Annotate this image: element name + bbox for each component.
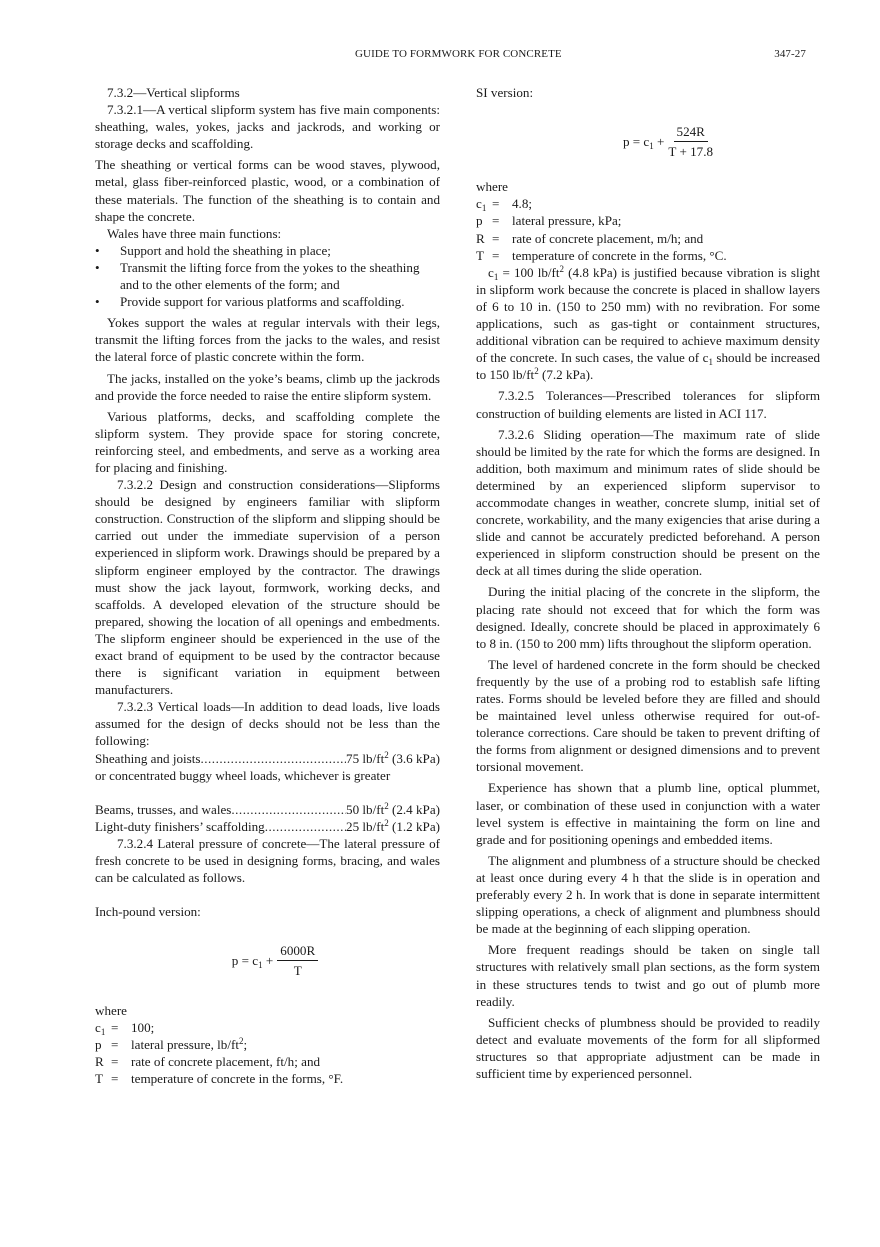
- load-buggy-note: or concentrated buggy wheel loads, whichever is greater: [95, 767, 391, 783]
- definition-row: p = lateral pressure, $lb/ft^2$;: [95, 1035, 248, 1052]
- load-beams-row: [95, 801, 440, 818]
- definition-row: T = temperature of concrete in the forms, °C.: [476, 247, 727, 263]
- paragraph-jacks: The jacks, installed on the yoke’s beams, climb up the jackrods and provide the force needed to raise the entire slipform system.: [95, 370, 440, 403]
- section-heading-7-3-2: 7.3.2—Vertical slipforms: [107, 85, 240, 100]
- paragraph-7-3-2-4: 7.3.2.4 Lateral pressure of concrete—The lateral pressure of fresh concrete to be used in designing forms, bracing, and wales can be calculated as follows.: [95, 835, 440, 886]
- load-value: 50 $lb/ft^2$ (2.4 kPa): [346, 800, 440, 817]
- dot-leader: [265, 818, 346, 835]
- load-label: Light-duty finishers’ scaffolding: [95, 818, 265, 834]
- bullet-item: [95, 259, 440, 293]
- load-label: Beams, trusses, and wales: [95, 801, 232, 817]
- running-header-title: GUIDE TO FORMWORK FOR CONCRETE: [355, 48, 562, 60]
- paragraph-initial-placing: During the initial placing of the concrete in the slipform, the placing rate should not exceed that for which the form was designed. Ideally, concrete should be placed in approximately 6 to 8 in. (150 to 200 mm) lifts throughout the slipform operation.: [476, 584, 820, 651]
- load-sheathing-row: [95, 750, 440, 767]
- fraction-numerator: 6000R: [277, 942, 318, 961]
- paragraph-alignment: The alignment and plumbness of a structure should be checked at least once during every 4 h that the slide is in operation and preferably every 2 h. In work that is done in separate intermittent slipping operations, a check of alignment and plumbness should be made at the beginning of each slipping operation.: [476, 852, 820, 937]
- dot-leader: [200, 750, 346, 767]
- dot-leader: [231, 801, 346, 818]
- formula-fraction: [668, 123, 713, 160]
- definition-row: R = rate of concrete placement, ft/h; and: [95, 1053, 321, 1069]
- fraction-denominator: T: [293, 963, 302, 979]
- where-label: where: [95, 1002, 127, 1018]
- definition-row: $c_1$ = 100;: [95, 1019, 155, 1037]
- left-column: [95, 84, 440, 1087]
- bullet-text: Support and hold the sheathing in place;: [120, 242, 331, 258]
- page-number: 347-27: [774, 48, 806, 60]
- bullet-text: Transmit the lifting force from the yokes to the sheathing and to the other elements of the form; and: [120, 259, 420, 293]
- load-value: 25 $lb/ft^2$ (1.2 kPa): [346, 817, 440, 834]
- paragraph-platforms: Various platforms, decks, and scaffolding complete the slipform system. They provide space for storing concrete, reinforcing steel, and embedments, and serve as a working area for placing and finishing.: [95, 408, 440, 475]
- bullet-text: Provide support for various platforms and scaffolding.: [120, 294, 405, 310]
- formula-inch-pound: [95, 942, 440, 979]
- paragraph-yokes: Yokes support the wales at regular intervals with their legs, transmit the lifting forces from the jacks to the wales, and resist the lateral force of plastic concrete within the form.: [95, 315, 440, 365]
- right-column: [476, 84, 820, 1082]
- where-label: where: [476, 179, 508, 195]
- paragraph-sheathing: The sheathing or vertical forms can be wood staves, plywood, metal, glass fiber-reinforced plastic, wood, or a combination of these materials. The function of the sheathing is to contain and shape the concrete.: [95, 157, 440, 224]
- definition-row: T = temperature of concrete in the forms, °F.: [95, 1070, 344, 1086]
- paragraph-7-3-2-5: 7.3.2.5 Tolerances—Prescribed tolerances for slipform construction of building elements are listed in ACI 117.: [476, 388, 820, 421]
- paragraph-7-3-2-3: 7.3.2.3 Vertical loads—In addition to dead loads, live loads assumed for the design of decks should not be less than the following:: [95, 699, 440, 749]
- load-light-duty-row: [95, 818, 440, 835]
- paragraph-sufficient-checks: Sufficient checks of plumbness should be provided to readily detect and evaluate movements of the form for all slipformed structures so that appropriate adjustment can be made in sufficient time by experienced personnel.: [476, 1014, 820, 1081]
- paragraph-frequent-readings: More frequent readings should be taken on single tall structures with relatively small plan sections, as the form system in these structures tends to twist and go out of plumb more readily.: [476, 942, 820, 1009]
- load-value: 75 $lb/ft^2$ (3.6 kPa): [346, 749, 440, 766]
- load-label: Sheathing and joists: [95, 750, 201, 766]
- paragraph-c1-justification: $c_1 = 100$ $lb/ft^2$ (4.8 kPa) is justified because vibration is slight in slipform work because the concrete is placed in shallow layers of 6 to 10 in. (150 to 250 mm) with no revibration. For some applications, such as gas-tight or containment structures, additional vibration can be required to achieve maximum density of the concrete. In such cases, the value of $c_1$ should be increased to 150 $lb/ft^2$ (7.2 kPa).: [476, 263, 820, 383]
- fraction-numerator: 524R: [674, 123, 708, 142]
- bullet-mark: •: [95, 259, 100, 275]
- definition-row: $c_1$ = 4.8;: [476, 196, 533, 214]
- definition-row: p = lateral pressure, kPa;: [476, 213, 622, 229]
- bullet-mark: •: [95, 242, 100, 258]
- bullet-item: [95, 293, 440, 310]
- paragraph-7-3-2-1: 7.3.2.1—A vertical slipform system has five main components: sheathing, wales, yokes, jacks and jackrods, and working or storage decks and scaffolding.: [95, 102, 440, 152]
- variable-definitions: [476, 195, 820, 263]
- bullet-item: [95, 242, 440, 259]
- definition-row: R = rate of concrete placement, m/h; and: [476, 230, 704, 246]
- formula-lhs: $p = c_1$ +: [622, 134, 665, 152]
- paragraph-level-check: The level of hardened concrete in the form should be checked frequently by the use of a probing rod to establish safe lifting rates. Forms should be leveled before they are filled and should be maintained level unless otherwise required for out-of-tolerance corrections. Care should be taken to prevent drifting of the forms from alignment or designed dimensions and to prevent torsional movement.: [476, 656, 820, 775]
- paragraph-experience: Experience has shown that a plumb line, optical plummet, laser, or combination of these used in conjunction with a water level system is effective in maintaining the form on line and grade and for positioning openings and embedded items.: [476, 780, 820, 847]
- bullet-mark: •: [95, 294, 100, 310]
- inch-pound-label: Inch-pound version:: [95, 904, 201, 920]
- formula-lhs: $p = c_1$ +: [231, 953, 274, 971]
- formula-si: [476, 123, 820, 160]
- spacer: [95, 784, 440, 801]
- si-label: SI version:: [476, 85, 534, 100]
- paragraph-7-3-2-2: 7.3.2.2 Design and construction considerations—Slipforms should be designed by engineers familiar with slipform construction. Construction of the slipform and slipping should be carried out under the immediate supervision of a person experienced in slipform work. Drawings should be prepared by a slipform engineer employed by the contractor. The drawings must show the jack layout, formwork, working decks, and scaffolds. A developed elevation of the structure should be prepared, showing the location of all openings and embedments. The slipform engineer should be experienced in the use of the exact brand of equipment to be used by the contractor because there is significant variation in equipment between manufacturers.: [95, 477, 440, 698]
- paragraph-7-3-2-6: 7.3.2.6 Sliding operation—The maximum rate of slide should be limited by the rate for which the forms are designed. In addition, both maximum and minimum rates of slide should be determined by an experienced slipform supervisor to accommodate changes in weather, concrete slump, initial set of concrete, workability, and the many exigencies that arise during a slide and cannot be accurately predicted beforehand. A person experienced in slipform construction should be present on the deck at all times during the slide operation.: [476, 426, 820, 579]
- fraction-denominator: T + 17.8: [668, 144, 714, 160]
- formula-fraction: [277, 942, 318, 979]
- variable-definitions: [95, 1019, 440, 1087]
- spacer: [95, 886, 440, 903]
- paragraph-wales-intro: Wales have three main functions:: [107, 225, 282, 241]
